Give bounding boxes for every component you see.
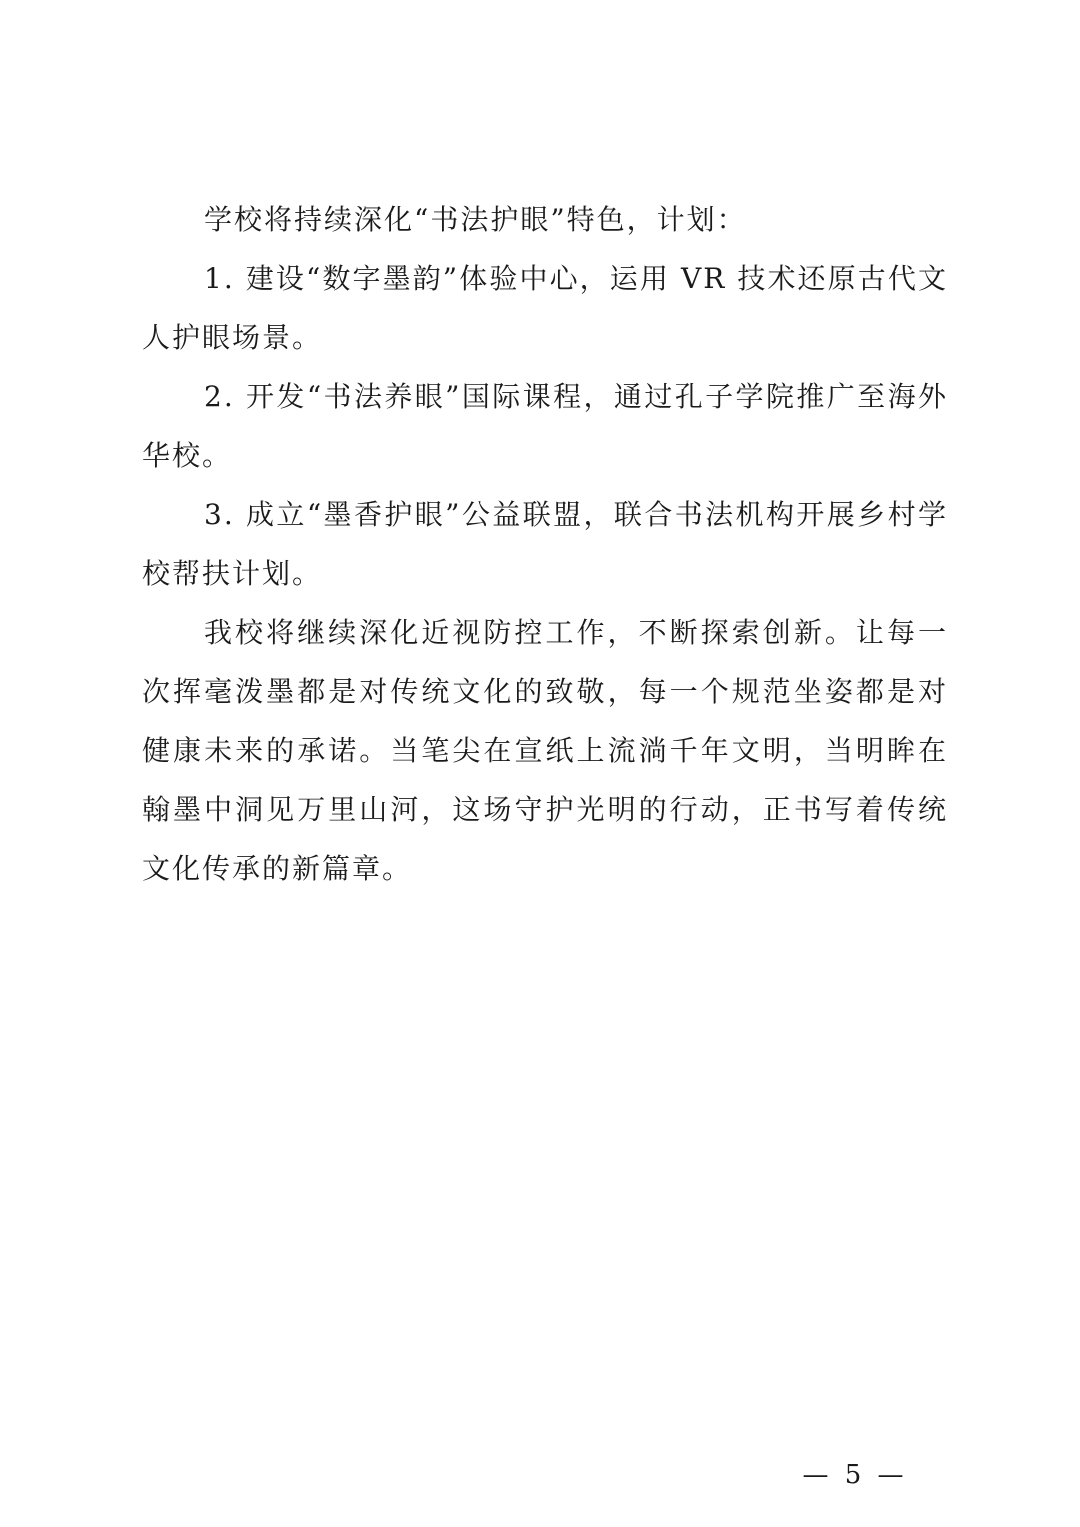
paragraph-intro: 学校将持续深化“书法护眼”特色，计划： [204, 203, 747, 236]
paragraph-plan-2: 2. 开发“书法养眼”国际课程，通过孔子学院推广至海外华校。 [142, 380, 948, 472]
page-number: — 5 — [802, 1460, 908, 1490]
paragraph-plan-1: 1. 建设“数字墨韵”体验中心，运用 VR 技术还原古代文人护眼场景。 [142, 262, 948, 354]
paragraph-conclusion: 我校将继续深化近视防控工作，不断探索创新。让每一次挥毫泼墨都是对传统文化的致敬，每一个规范坐姿都是对健康未来的承诺。当笔尖在宣纸上流淌千年文明，当明眸在翰墨中洞见万里山河，这场守护光明的行动，正书写着传统文化传承的新篇章。 [142, 616, 948, 885]
paragraph-plan-3: 3. 成立“墨香护眼”公益联盟，联合书法机构开展乡村学校帮扶计划。 [142, 498, 948, 590]
body-text [142, 190, 948, 898]
